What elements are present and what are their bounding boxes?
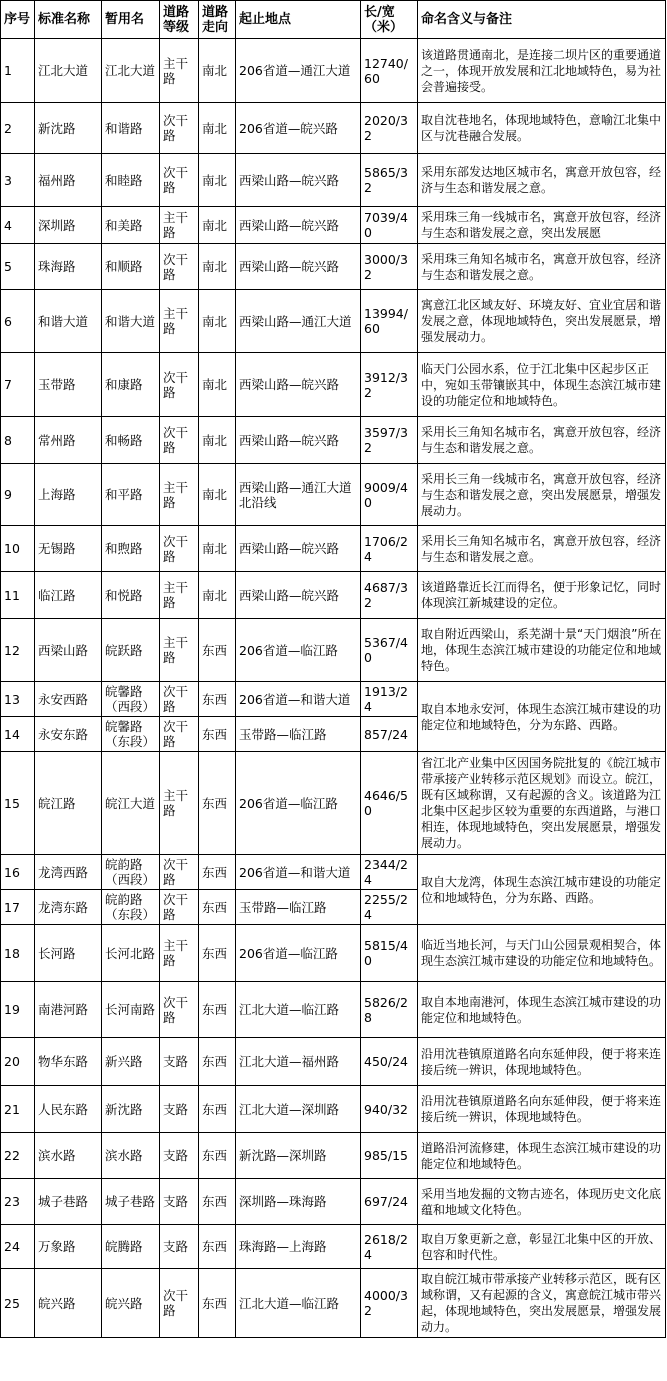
cell-start-end: 西梁山路—皖兴路 — [236, 154, 361, 207]
cell-standard-name: 和谐大道 — [35, 290, 102, 353]
cell-start-end: 206省道—和谐大道 — [236, 855, 361, 890]
cell-length-width: 3912/32 — [361, 353, 418, 417]
table-row — [1, 682, 666, 717]
cell-temp-name: 和康路 — [102, 353, 160, 417]
cell-standard-name: 长河路 — [35, 925, 102, 982]
cell-direction: 东西 — [199, 1179, 236, 1225]
cell-direction: 东西 — [199, 1133, 236, 1179]
cell-road-grade: 主干路 — [160, 752, 199, 855]
cell-road-grade: 次干路 — [160, 353, 199, 417]
table-row — [1, 290, 666, 353]
cell-naming-meaning: 采用长三角知名城市名，寓意开放包容，经济与生态和谐发展之意。 — [418, 417, 666, 464]
cell-start-end: 新沈路—深圳路 — [236, 1133, 361, 1179]
cell-naming-meaning: 该道路靠近长江而得名，便于形象记忆，同时体现滨江新城建设的定位。 — [418, 572, 666, 619]
cell-naming-meaning: 取自万象更新之意，彰显江北集中区的开放、包容和时代性。 — [418, 1225, 666, 1269]
cell-start-end: 西梁山路—皖兴路 — [236, 207, 361, 244]
cell-start-end: 玉带路—临江路 — [236, 717, 361, 752]
table-row — [1, 526, 666, 572]
cell-road-grade: 次干路 — [160, 717, 199, 752]
cell-length-width: 450/24 — [361, 1038, 418, 1086]
cell-length-width: 1706/24 — [361, 526, 418, 572]
table-row — [1, 1269, 666, 1338]
cell-index: 18 — [1, 925, 35, 982]
cell-index: 22 — [1, 1133, 35, 1179]
cell-direction: 南北 — [199, 244, 236, 290]
cell-index: 6 — [1, 290, 35, 353]
table-row — [1, 39, 666, 103]
cell-index: 8 — [1, 417, 35, 464]
cell-start-end: 西梁山路—皖兴路 — [236, 526, 361, 572]
cell-direction: 南北 — [199, 353, 236, 417]
cell-start-end: 206省道—临江路 — [236, 925, 361, 982]
cell-direction: 东西 — [199, 925, 236, 982]
cell-naming-meaning: 道路沿河流修建，体现生态滨江城市建设的功能定位和地域特色。 — [418, 1133, 666, 1179]
header-temp-name: 暂用名 — [102, 1, 160, 39]
cell-road-grade: 主干路 — [160, 207, 199, 244]
cell-index: 24 — [1, 1225, 35, 1269]
cell-start-end: 江北大道—临江路 — [236, 1269, 361, 1338]
table-row — [1, 752, 666, 855]
header-naming-meaning: 命名含义与备注 — [418, 1, 666, 39]
cell-temp-name: 长河南路 — [102, 982, 160, 1038]
cell-road-grade: 次干路 — [160, 1269, 199, 1338]
cell-length-width: 697/24 — [361, 1179, 418, 1225]
cell-road-grade: 主干路 — [160, 464, 199, 526]
cell-index: 13 — [1, 682, 35, 717]
cell-standard-name: 深圳路 — [35, 207, 102, 244]
cell-start-end: 江北大道—福州路 — [236, 1038, 361, 1086]
cell-standard-name: 滨水路 — [35, 1133, 102, 1179]
cell-road-grade: 次干路 — [160, 526, 199, 572]
cell-standard-name: 皖江路 — [35, 752, 102, 855]
cell-naming-meaning: 采用当地发掘的文物古迹名，体现历史文化底蕴和地域文化特色。 — [418, 1179, 666, 1225]
cell-naming-meaning: 采用珠三角知名城市名，寓意开放包容，经济与生态和谐发展之意。 — [418, 244, 666, 290]
cell-start-end: 206省道—通江大道 — [236, 39, 361, 103]
cell-road-grade: 次干路 — [160, 982, 199, 1038]
cell-standard-name: 西梁山路 — [35, 619, 102, 682]
cell-naming-meaning: 取自本地永安河，体现生态滨江城市建设的功能定位和地域特色，分为东路、西路。 — [418, 682, 666, 752]
table-row — [1, 464, 666, 526]
cell-naming-meaning: 取自沈巷地名，体现地域特色，意喻江北集中区与沈巷融合发展。 — [418, 103, 666, 154]
cell-temp-name: 皖兴路 — [102, 1269, 160, 1338]
cell-temp-name: 皖馨路（东段） — [102, 717, 160, 752]
cell-index: 16 — [1, 855, 35, 890]
cell-road-grade: 次干路 — [160, 154, 199, 207]
cell-naming-meaning: 寓意江北区域友好、环境友好、宜业宜居和谐发展之意，体现地域特色，突出发展愿景，增强发展动力。 — [418, 290, 666, 353]
cell-naming-meaning: 采用长三角知名城市名，寓意开放包容，经济与生态和谐发展之意。 — [418, 526, 666, 572]
cell-temp-name: 长河北路 — [102, 925, 160, 982]
cell-standard-name: 万象路 — [35, 1225, 102, 1269]
cell-temp-name: 和谐大道 — [102, 290, 160, 353]
cell-index: 5 — [1, 244, 35, 290]
cell-direction: 东西 — [199, 619, 236, 682]
cell-naming-meaning: 沿用沈巷镇原道路名向东延伸段，便于将来连接后统一辨识，体现地域特色。 — [418, 1038, 666, 1086]
cell-naming-meaning: 沿用沈巷镇原道路名向东延伸段，便于将来连接后统一辨识，体现地域特色。 — [418, 1086, 666, 1133]
cell-standard-name: 永安西路 — [35, 682, 102, 717]
cell-naming-meaning: 采用长三角一线城市名，寓意开放包容，经济与生态和谐发展之意，突出发展愿景，增强发展动力。 — [418, 464, 666, 526]
cell-temp-name: 皖韵路（西段） — [102, 855, 160, 890]
cell-standard-name: 无锡路 — [35, 526, 102, 572]
cell-standard-name: 永安东路 — [35, 717, 102, 752]
cell-index: 19 — [1, 982, 35, 1038]
cell-length-width: 7039/40 — [361, 207, 418, 244]
cell-direction: 南北 — [199, 39, 236, 103]
cell-start-end: 西梁山路—皖兴路 — [236, 353, 361, 417]
cell-direction: 东西 — [199, 1038, 236, 1086]
table-row — [1, 244, 666, 290]
cell-temp-name: 皖韵路（东段） — [102, 890, 160, 925]
cell-road-grade: 支路 — [160, 1086, 199, 1133]
cell-standard-name: 龙湾西路 — [35, 855, 102, 890]
cell-index: 2 — [1, 103, 35, 154]
cell-direction: 东西 — [199, 1269, 236, 1338]
cell-start-end: 206省道—和谐大道 — [236, 682, 361, 717]
table-row — [1, 417, 666, 464]
cell-temp-name: 和平路 — [102, 464, 160, 526]
cell-length-width: 9009/40 — [361, 464, 418, 526]
cell-length-width: 2344/24 — [361, 855, 418, 890]
cell-length-width: 2618/24 — [361, 1225, 418, 1269]
cell-standard-name: 上海路 — [35, 464, 102, 526]
cell-direction: 东西 — [199, 855, 236, 890]
cell-start-end: 西梁山路—皖兴路 — [236, 572, 361, 619]
cell-start-end: 珠海路—上海路 — [236, 1225, 361, 1269]
cell-length-width: 13994/60 — [361, 290, 418, 353]
header-length-width: 长/宽（米） — [361, 1, 418, 39]
cell-temp-name: 皖腾路 — [102, 1225, 160, 1269]
cell-temp-name: 和谐路 — [102, 103, 160, 154]
cell-road-grade: 主干路 — [160, 925, 199, 982]
table-row — [1, 1038, 666, 1086]
table-row — [1, 154, 666, 207]
header-start-end: 起止地点 — [236, 1, 361, 39]
cell-standard-name: 临江路 — [35, 572, 102, 619]
cell-start-end: 玉带路—临江路 — [236, 890, 361, 925]
cell-temp-name: 新沈路 — [102, 1086, 160, 1133]
cell-road-grade: 支路 — [160, 1133, 199, 1179]
cell-direction: 南北 — [199, 464, 236, 526]
cell-standard-name: 珠海路 — [35, 244, 102, 290]
table-row — [1, 353, 666, 417]
cell-direction: 南北 — [199, 417, 236, 464]
cell-index: 23 — [1, 1179, 35, 1225]
cell-temp-name: 皖馨路（西段） — [102, 682, 160, 717]
cell-length-width: 1913/24 — [361, 682, 418, 717]
cell-index: 14 — [1, 717, 35, 752]
cell-direction: 南北 — [199, 572, 236, 619]
cell-length-width: 857/24 — [361, 717, 418, 752]
cell-direction: 东西 — [199, 717, 236, 752]
cell-naming-meaning: 临天门公园水系，位于江北集中区起步区正中，宛如玉带镶嵌其中，体现生态滨江城市建设的功能定位和地域特色。 — [418, 353, 666, 417]
table-row — [1, 103, 666, 154]
cell-standard-name: 玉带路 — [35, 353, 102, 417]
cell-standard-name: 人民东路 — [35, 1086, 102, 1133]
header-direction: 道路走向 — [199, 1, 236, 39]
cell-temp-name: 江北大道 — [102, 39, 160, 103]
cell-standard-name: 福州路 — [35, 154, 102, 207]
cell-start-end: 深圳路—珠海路 — [236, 1179, 361, 1225]
cell-direction: 东西 — [199, 1086, 236, 1133]
cell-road-grade: 次干路 — [160, 244, 199, 290]
cell-standard-name: 城子巷路 — [35, 1179, 102, 1225]
cell-index: 17 — [1, 890, 35, 925]
table-row — [1, 1225, 666, 1269]
cell-length-width: 5865/32 — [361, 154, 418, 207]
table-row — [1, 1086, 666, 1133]
cell-direction: 东西 — [199, 890, 236, 925]
cell-naming-meaning: 取自附近西梁山，系芜湖十景“天门烟浪”所在地，体现生态滨江城市建设的功能定位和地域特色。 — [418, 619, 666, 682]
cell-index: 21 — [1, 1086, 35, 1133]
cell-length-width: 4000/32 — [361, 1269, 418, 1338]
cell-direction: 东西 — [199, 1225, 236, 1269]
cell-temp-name: 滨水路 — [102, 1133, 160, 1179]
cell-length-width: 4687/32 — [361, 572, 418, 619]
cell-temp-name: 新兴路 — [102, 1038, 160, 1086]
cell-standard-name: 江北大道 — [35, 39, 102, 103]
header-row — [1, 1, 666, 39]
cell-index: 15 — [1, 752, 35, 855]
cell-length-width: 12740/60 — [361, 39, 418, 103]
cell-road-grade: 次干路 — [160, 103, 199, 154]
cell-length-width: 2255/24 — [361, 890, 418, 925]
cell-road-grade: 主干路 — [160, 39, 199, 103]
cell-naming-meaning: 取自大龙湾，体现生态滨江城市建设的功能定位和地域特色，分为东路、西路。 — [418, 855, 666, 925]
cell-road-grade: 主干路 — [160, 290, 199, 353]
cell-naming-meaning: 取自皖江城市带承接产业转移示范区，既有区域称谓，又有起源的含义，寓意皖江城市带兴起，体现地域特色，突出发展愿景，增强发展动力。 — [418, 1269, 666, 1338]
table-row — [1, 1133, 666, 1179]
cell-road-grade: 支路 — [160, 1038, 199, 1086]
cell-standard-name: 新沈路 — [35, 103, 102, 154]
cell-length-width: 5367/40 — [361, 619, 418, 682]
cell-start-end: 西梁山路—皖兴路 — [236, 244, 361, 290]
table-row — [1, 207, 666, 244]
cell-direction: 南北 — [199, 207, 236, 244]
cell-length-width: 5815/40 — [361, 925, 418, 982]
cell-direction: 南北 — [199, 103, 236, 154]
cell-standard-name: 物华东路 — [35, 1038, 102, 1086]
cell-direction: 东西 — [199, 752, 236, 855]
cell-length-width: 5826/28 — [361, 982, 418, 1038]
cell-index: 12 — [1, 619, 35, 682]
cell-naming-meaning: 采用珠三角一线城市名，寓意开放包容，经济与生态和谐发展之意，突出发展愿 — [418, 207, 666, 244]
cell-direction: 南北 — [199, 526, 236, 572]
table-row — [1, 925, 666, 982]
cell-standard-name: 皖兴路 — [35, 1269, 102, 1338]
cell-index: 20 — [1, 1038, 35, 1086]
cell-start-end: 西梁山路—通江大道 — [236, 290, 361, 353]
cell-temp-name: 和顺路 — [102, 244, 160, 290]
cell-road-grade: 次干路 — [160, 417, 199, 464]
header-standard-name: 标准名称 — [35, 1, 102, 39]
cell-index: 9 — [1, 464, 35, 526]
table-row — [1, 1179, 666, 1225]
cell-temp-name: 和煦路 — [102, 526, 160, 572]
cell-naming-meaning: 取自本地南港河，体现生态滨江城市建设的功能定位和地域特色。 — [418, 982, 666, 1038]
cell-direction: 东西 — [199, 982, 236, 1038]
cell-temp-name: 和睦路 — [102, 154, 160, 207]
cell-start-end: 西梁山路—皖兴路 — [236, 417, 361, 464]
cell-standard-name: 常州路 — [35, 417, 102, 464]
cell-start-end: 江北大道—深圳路 — [236, 1086, 361, 1133]
cell-start-end: 江北大道—临江路 — [236, 982, 361, 1038]
cell-length-width: 3597/32 — [361, 417, 418, 464]
cell-length-width: 4646/50 — [361, 752, 418, 855]
cell-temp-name: 城子巷路 — [102, 1179, 160, 1225]
cell-road-grade: 次干路 — [160, 682, 199, 717]
cell-temp-name: 皖江大道 — [102, 752, 160, 855]
cell-index: 11 — [1, 572, 35, 619]
table-row — [1, 572, 666, 619]
cell-naming-meaning: 临近当地长河，与天门山公园景观相契合，体现生态滨江城市建设的功能定位和地域特色。 — [418, 925, 666, 982]
cell-standard-name: 龙湾东路 — [35, 890, 102, 925]
cell-start-end: 206省道—皖兴路 — [236, 103, 361, 154]
cell-road-grade: 主干路 — [160, 619, 199, 682]
cell-direction: 南北 — [199, 154, 236, 207]
header-road-grade: 道路等级 — [160, 1, 199, 39]
cell-road-grade: 主干路 — [160, 572, 199, 619]
cell-direction: 南北 — [199, 290, 236, 353]
cell-temp-name: 和悦路 — [102, 572, 160, 619]
cell-temp-name: 和美路 — [102, 207, 160, 244]
header-index: 序号 — [1, 1, 35, 39]
cell-length-width: 940/32 — [361, 1086, 418, 1133]
cell-road-grade: 次干路 — [160, 890, 199, 925]
cell-start-end: 西梁山路—通江大道北沿线 — [236, 464, 361, 526]
cell-length-width: 2020/32 — [361, 103, 418, 154]
cell-index: 4 — [1, 207, 35, 244]
cell-temp-name: 皖跃路 — [102, 619, 160, 682]
cell-index: 7 — [1, 353, 35, 417]
table-row — [1, 855, 666, 890]
cell-standard-name: 南港河路 — [35, 982, 102, 1038]
cell-road-grade: 次干路 — [160, 855, 199, 890]
table-body — [1, 39, 666, 1338]
cell-index: 1 — [1, 39, 35, 103]
cell-direction: 东西 — [199, 682, 236, 717]
cell-temp-name: 和畅路 — [102, 417, 160, 464]
cell-naming-meaning: 该道路贯通南北，是连接二坝片区的重要通道之一，体现开放发展和江北地域特色，易为社会普遍接受。 — [418, 39, 666, 103]
cell-road-grade: 支路 — [160, 1225, 199, 1269]
cell-index: 3 — [1, 154, 35, 207]
cell-naming-meaning: 省江北产业集中区因国务院批复的《皖江城市带承接产业转移示范区规划》而设立。皖江，既有区域称谓，又有起源的含义。该道路为江北集中区起步区较为重要的东西道路，与港口相连，体现地域特色，突出发展愿景，增强发展动力。 — [418, 752, 666, 855]
table-row — [1, 619, 666, 682]
cell-index: 25 — [1, 1269, 35, 1338]
cell-naming-meaning: 采用东部发达地区城市名，寓意开放包容，经济与生态和谐发展之意。 — [418, 154, 666, 207]
cell-start-end: 206省道—临江路 — [236, 619, 361, 682]
table-row — [1, 982, 666, 1038]
cell-index: 10 — [1, 526, 35, 572]
cell-length-width: 3000/32 — [361, 244, 418, 290]
cell-length-width: 985/15 — [361, 1133, 418, 1179]
cell-road-grade: 支路 — [160, 1179, 199, 1225]
cell-start-end: 206省道—临江路 — [236, 752, 361, 855]
